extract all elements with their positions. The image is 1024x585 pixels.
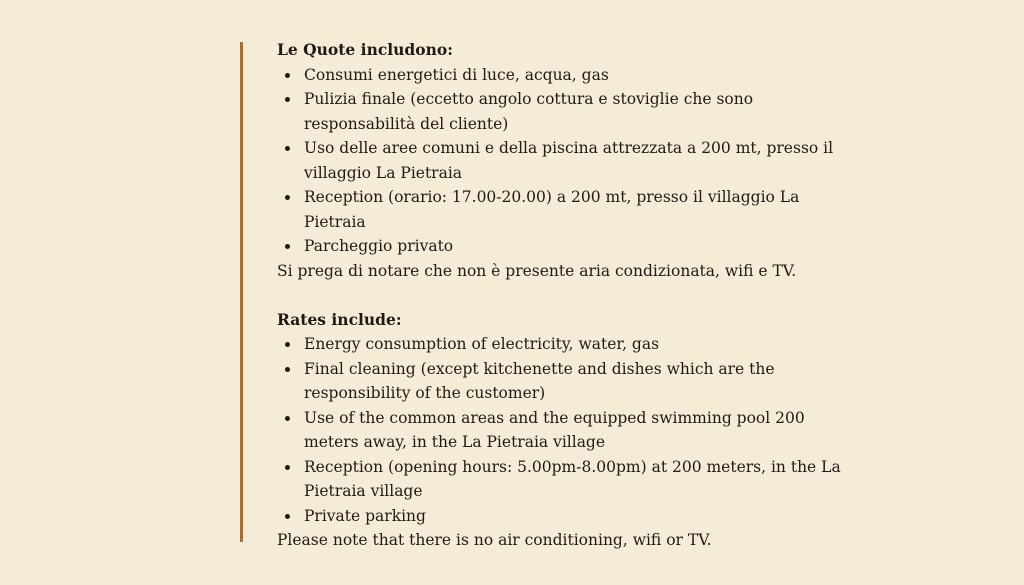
english-note: Please note that there is no air conditioning, wifi or TV. xyxy=(277,531,712,549)
list-item: Consumi energetici di luce, acqua, gas xyxy=(277,63,877,88)
english-inclusions-list xyxy=(277,332,877,528)
list-item: Use of the common areas and the equipped swimming pool 200 meters away, in the La Pietraia village xyxy=(277,406,849,455)
list-item: Final cleaning (except kitchenette and dishes which are the responsibility of the customer) xyxy=(277,357,804,406)
italian-inclusions-list xyxy=(277,63,877,259)
italian-note: Si prega di notare che non è presente aria condizionata, wifi e TV. xyxy=(277,261,797,280)
list-item: Parcheggio privato xyxy=(277,234,877,259)
italian-section-title: Le Quote includono: xyxy=(277,40,453,59)
list-item: Uso delle aree comuni e della piscina attrezzata a 200 mt, presso il villaggio La Pietraia xyxy=(277,136,844,185)
english-section-title: Rates include: xyxy=(277,309,402,329)
accent-divider-bar xyxy=(240,42,243,542)
section-spacer xyxy=(277,283,877,308)
list-item: Reception (opening hours: 5.00pm-8.00pm) at 200 meters, in the La Pietraia village xyxy=(277,455,879,504)
list-item: Reception (orario: 17.00-20.00) a 200 mt, presso il villaggio La Pietraia xyxy=(277,185,834,234)
list-item: Private parking xyxy=(277,504,877,529)
list-item xyxy=(277,87,784,136)
list-item-text: Pulizia finale (eccetto angolo cottura e stoviglie che sono responsabilità del cliente) xyxy=(304,90,763,133)
list-item: Energy consumption of electricity, water, gas xyxy=(277,332,877,357)
rates-content xyxy=(277,38,877,553)
